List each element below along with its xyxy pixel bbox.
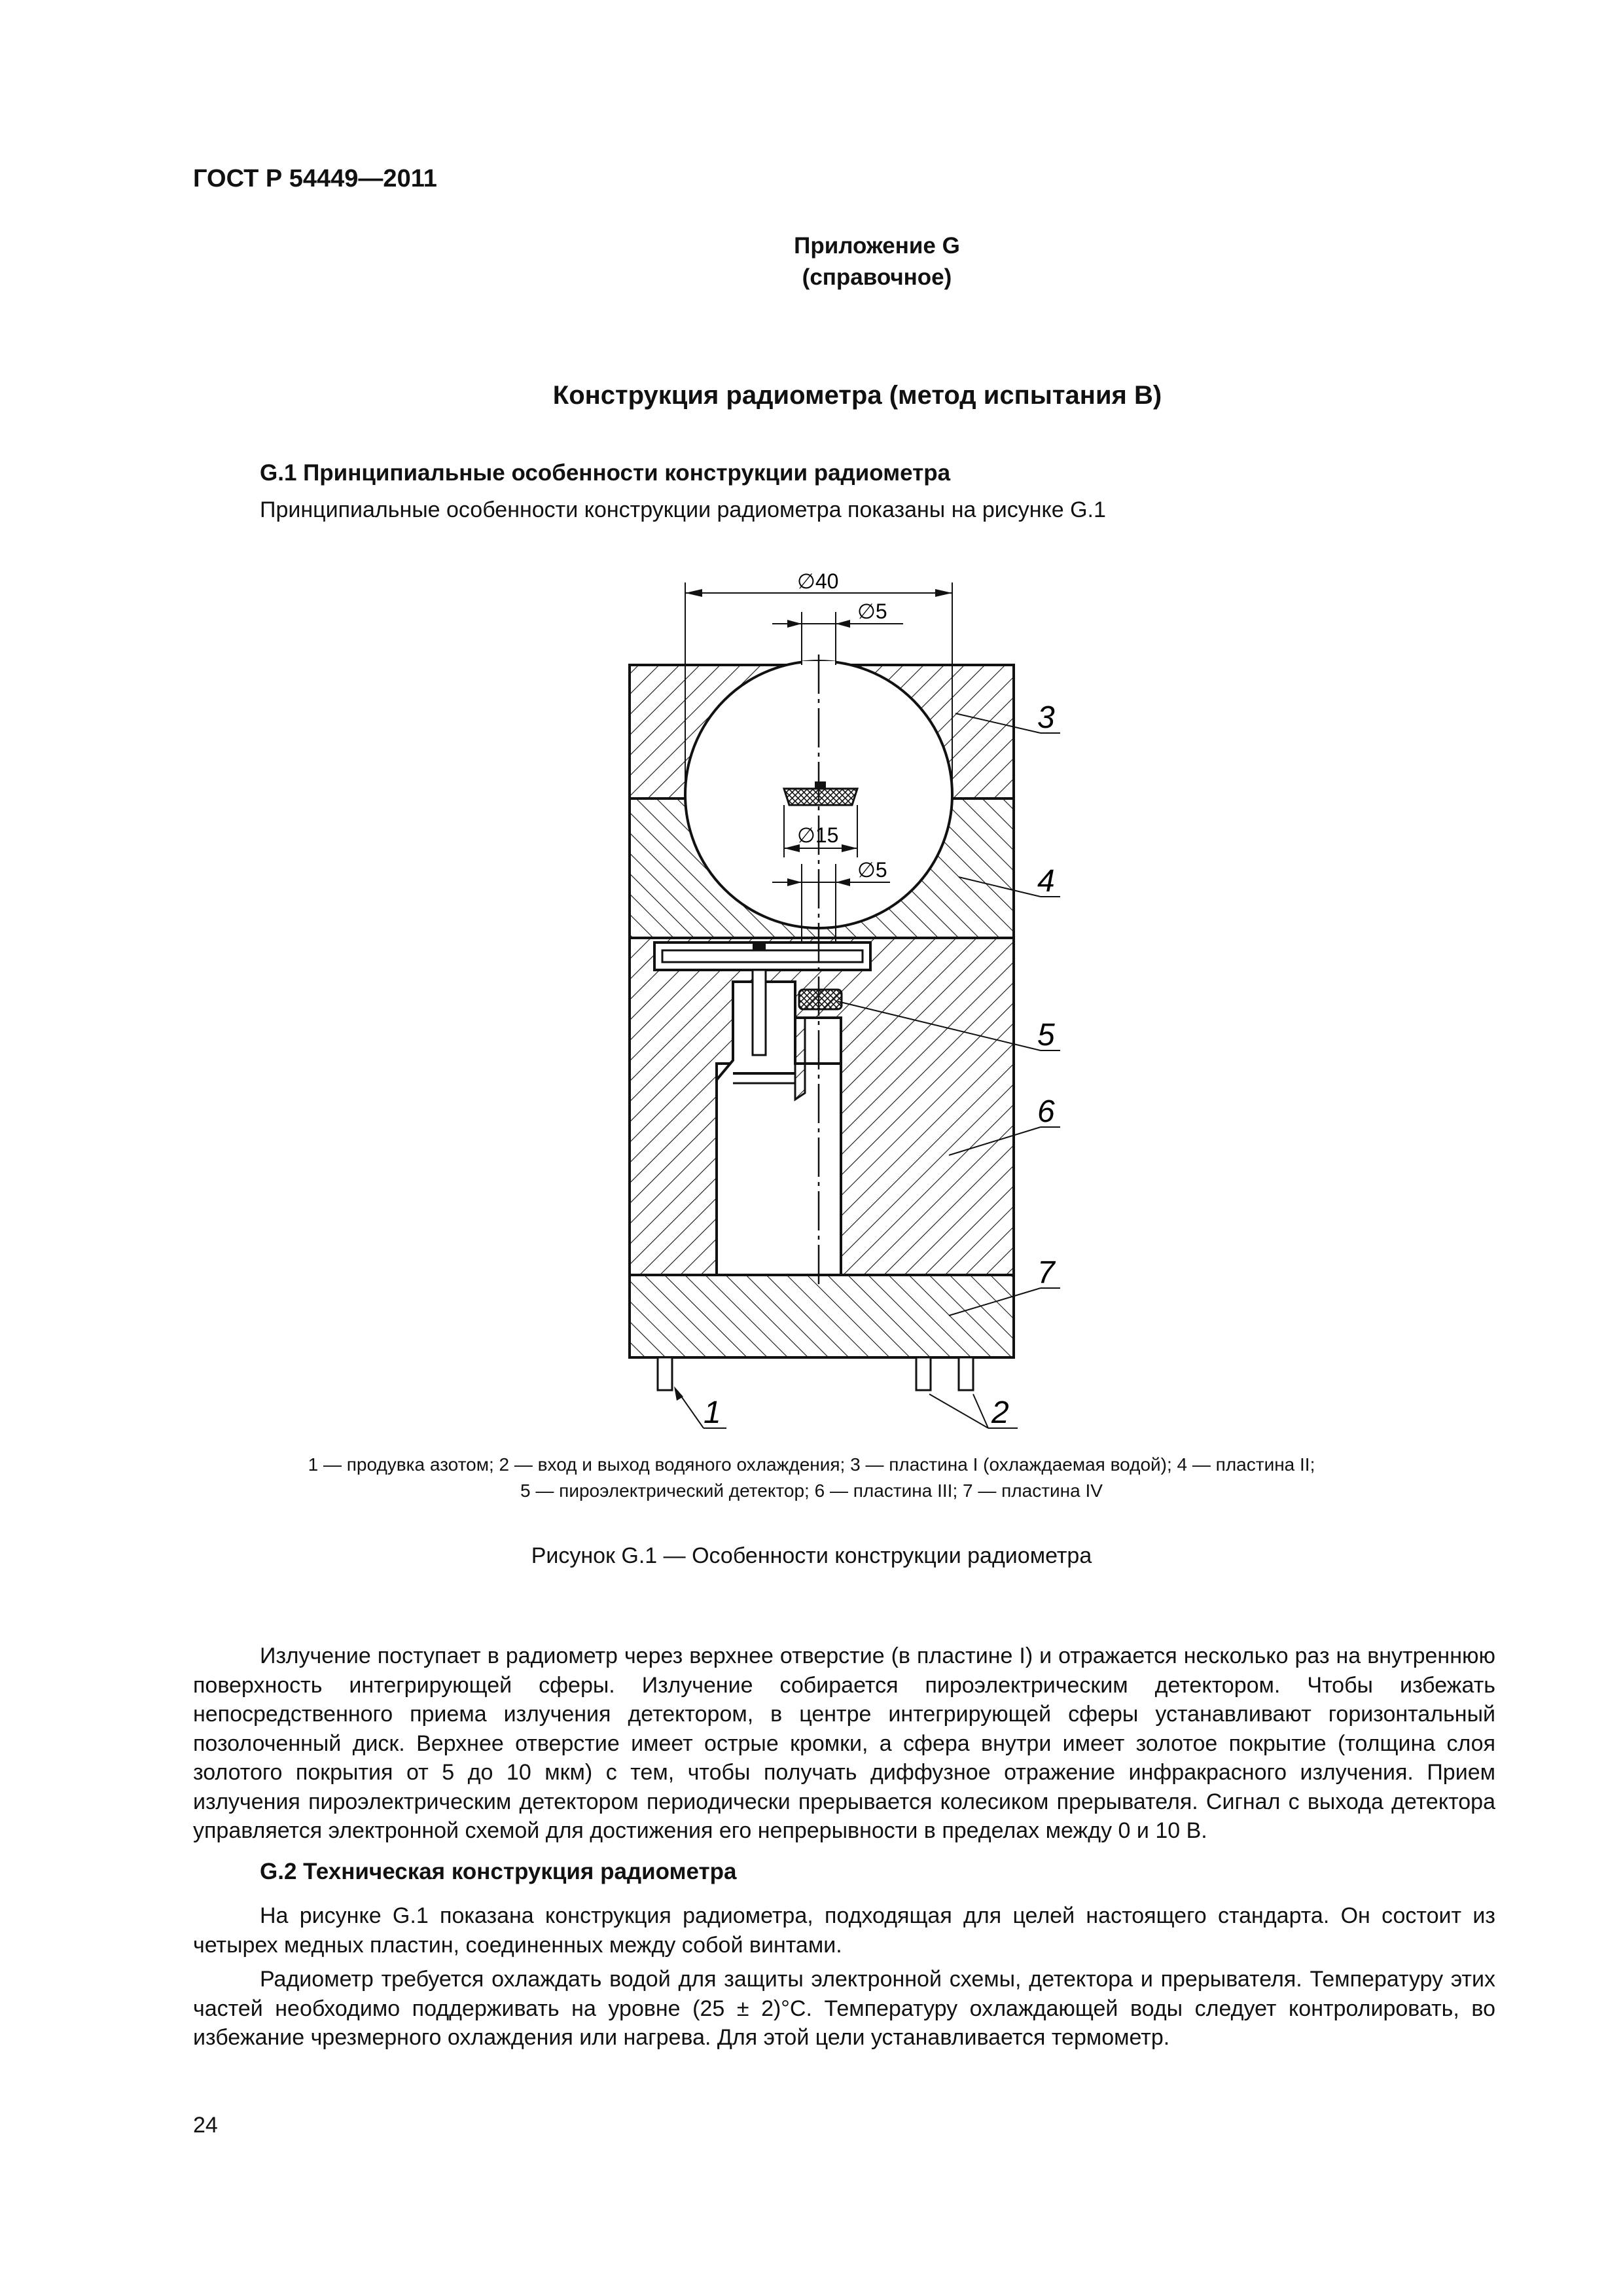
dimension-d40: ∅40 <box>797 569 839 593</box>
appendix-subtitle: (справочное) <box>802 264 952 290</box>
body-paragraph-1: Излучение поступает в радиометр через верхнее отверстие (в пластине I) и отражается несколько раз на внутреннюю поверхность интегрирующей сферы. Излучение собирается пироэлектрическим детектором. Чтобы избежать непосредственного приема излучения детектором, в центре интегрирующей сферы устанавливают горизонтальный позолоченный диск. Верхнее отверстие имеет острые кромки, а сфера внутри имеет золотое покрытие (толщина слоя золотого покрытия от 5 до 10 мкм) с тем, чтобы получать диффузное отражение инфракрасного излучения. Прием излучения пироэлектрическим детектором периодически прерывается колесиком прерывателя. Сигнал с выхода детектора управляется электронной схемой для достижения его непрерывности в пределах между 0 и 10 В. <box>193 1643 1495 1843</box>
dimension-d15: ∅15 <box>797 823 839 847</box>
plate-4 <box>630 1275 1014 1357</box>
body-paragraph-2-block <box>193 1901 1495 1960</box>
section-intro-text: Принципиальные особенности конструкции радиометра показаны на рисунке G.1 <box>260 497 1106 522</box>
callout-3: 3 <box>1037 700 1055 735</box>
legend-line-1: 1 — продувка азотом; 2 — вход и выход водяного охлаждения; 3 — пластина I (охлаждаемая водой); 4 — пластина II; <box>308 1454 1315 1475</box>
callout-6: 6 <box>1037 1094 1055 1129</box>
figure-legend <box>196 1452 1427 1504</box>
figure-caption: Рисунок G.1 — Особенности конструкции радиометра <box>531 1543 1092 1568</box>
gold-disc <box>784 789 857 805</box>
dimension-d5-mid: ∅5 <box>857 858 887 882</box>
detector-cavity <box>717 982 841 1275</box>
section-heading-g2: G.2 Техническая конструкция радиометра <box>260 1859 737 1884</box>
body-paragraph-3-block <box>193 1965 1495 2053</box>
section-heading-g1: G.1 Принципиальные особенности конструкции радиометра <box>260 460 951 486</box>
callout-5: 5 <box>1037 1018 1055 1052</box>
body-paragraph-1-block <box>193 1641 1495 1846</box>
legend-line-2: 5 — пироэлектрический детектор; 6 — пластина III; 7 — пластина IV <box>520 1480 1103 1501</box>
document-header: ГОСТ Р 54449—2011 <box>193 165 437 192</box>
page-number: 24 <box>193 2113 218 2138</box>
water-inlet <box>916 1357 931 1390</box>
document-title: Конструкция радиометра (метод испытания В) <box>552 381 1162 410</box>
callout-4: 4 <box>1037 864 1055 899</box>
callout-2: 2 <box>991 1395 1009 1430</box>
appendix-heading <box>694 230 1060 293</box>
dimension-d5-top: ∅5 <box>857 600 887 623</box>
callout-7: 7 <box>1037 1255 1055 1290</box>
body-paragraph-2: На рисунке G.1 показана конструкция радиометра, подходящая для целей настоящего стандарта. Он состоит из четырех медных пластин, соединенных между собой винтами. <box>193 1903 1495 1958</box>
nitrogen-inlet <box>658 1357 672 1390</box>
callout-1: 1 <box>704 1395 721 1430</box>
radiometer-figure <box>589 563 1113 1453</box>
appendix-title: Приложение G <box>794 233 960 259</box>
pyroelectric-detector <box>799 990 842 1009</box>
water-outlet <box>959 1357 973 1390</box>
body-paragraph-3: Радиометр требуется охлаждать водой для защиты электронной схемы, детектора и прерывателя. Температуру этих частей необходимо поддерживать на уровне (25 ± 2)°С. Температуру охлаждающей воды следует контролировать, во избежание чрезмерного охлаждения или нагрева. Для этой цели устанавливается термометр. <box>193 1967 1495 2050</box>
